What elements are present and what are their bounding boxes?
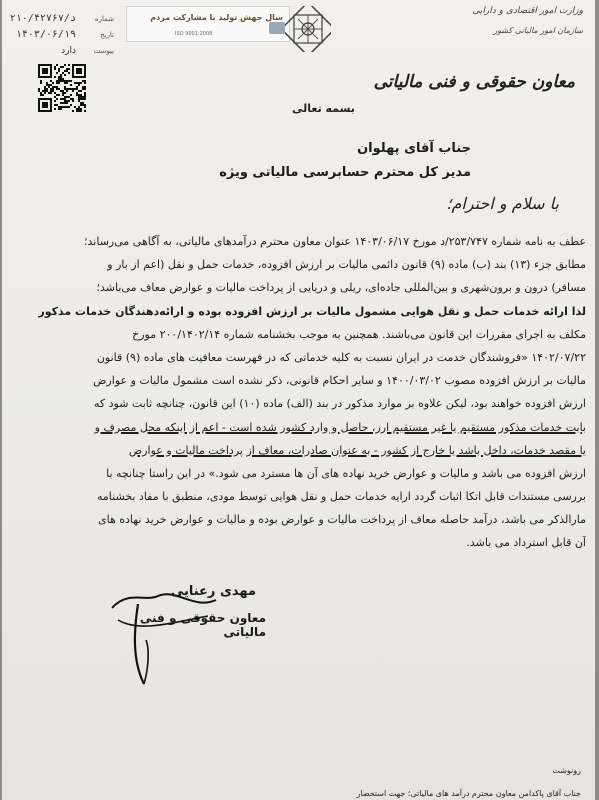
- body-line: بررسی مستندات قابل اتکا اثبات گردد ارایه خدمات حمل و نقل هوایی توسط مودی، منطبق با مفاد بخشنامه: [97, 490, 586, 504]
- cc-recipient: جناب آقای پاکدامن معاون محترم درآمد های مالیاتی؛ جهت استحضار: [356, 789, 581, 798]
- letter-number: ۲۱۰/۴۲۷۶۷/د: [9, 13, 76, 24]
- body-line: ارزش افزوده می باشد و مالیات و عوارض خرید نهاده های آن ها مسترد می شود.» در این راستا چنانچه با: [106, 466, 586, 480]
- signatory-name: مهدی رعنایی: [170, 584, 256, 599]
- organization-name: سازمان امور مالیاتی کشور: [493, 26, 583, 35]
- greeting: با سلام و احترام؛: [446, 194, 559, 213]
- body-line: آن قابل استرداد می باشد.: [466, 536, 586, 550]
- body-line: مکلف به اجرای مقررات این قانون می‌باشند. همچنین به موجب بخشنامه شماره ۲۰۰/۱۴۰۲/۱۴ مورخ: [132, 327, 586, 341]
- body-line: ۱۴۰۲/۰۷/۲۲ «فروشندگان خدمت در ایران نسبت به کلیه خدماتی که در فهرست معافیت های ماده (۹) قانون: [96, 350, 586, 364]
- deputy-heading: معاون حقوقی و فنی مالیاتی: [373, 72, 575, 92]
- government-emblem-icon: [285, 6, 331, 52]
- addressee-title: مدیر کل محترم حسابرسی مالیاتی ویژه: [219, 165, 471, 180]
- signature-block: [116, 584, 266, 639]
- body-line: مسافر) درون و برون‌شهری و بین‌المللی جاده‌ای، ریلی و دریایی از پرداخت مالیات و عوارض معاف می‌باشد؛: [96, 281, 586, 295]
- body-line: مالیات بر ارزش افزوده مصوب ۱۴۰۰/۰۳/۰۲ و سایر احکام قانونی، ذکر نشده است مشمول مالیات و عوارض: [93, 374, 586, 388]
- cc-label: رونوشت: [552, 766, 581, 775]
- body-line: یا مقصد خدمات، داخل باشد یا خارج از کشور - به عنوان صادرات، معاف از پرداخت مالیات و عوارض: [128, 443, 586, 457]
- body-line: مارالذکر می باشد، درآمد حاصله معاف از پرداخت مالیات و عوارض بوده و مالیات و عوارض خرید نهاده های: [98, 513, 586, 527]
- body-line: لذا ارائه خدمات حمل و نقل هوایی مشمول مالیات بر ارزش افزوده بوده و ارائه‌دهندگان خدمات مذکور: [38, 304, 586, 318]
- signatory-title: معاون حقوقی و فنی مالیاتی: [139, 611, 266, 639]
- year-slogan: سال جهش تولید با مشارکت مردم: [150, 13, 283, 22]
- letter-date: ۱۴۰۳/۰۶/۱۹: [15, 29, 76, 40]
- body-line: بابت خدمات مذکور مستقیم یا غیر مستقیم ارز، حاصل و وارد کشور شده است - اعم از اینکه محل مصرف و: [94, 420, 586, 434]
- ministry-header: [463, 6, 583, 35]
- letter-meta: [8, 4, 128, 54]
- carbon-copy: [356, 766, 581, 798]
- qr-code-icon: [38, 64, 86, 112]
- addressee-name: جناب آقای پهلوان: [357, 141, 471, 156]
- attachment-value: دارد: [61, 46, 76, 56]
- number-label: شماره: [94, 15, 114, 23]
- date-label: تاریخ: [100, 31, 114, 39]
- slogan-banner: [126, 6, 290, 42]
- body-line: عطف به نامه شماره ۲۵۳/۷۴۷/د مورخ ۱۴۰۳/۰۶/۱۷ عنوان معاون محترم درآمدهای مالیاتی، به آگاهی می‌رساند؛: [84, 235, 586, 248]
- attachment-label: پیوست: [93, 47, 114, 55]
- body-line: ارزش افزوده خواهند بود، لیکن علاوه بر موارد مذکور در بند (الف) ماده (۱۰) این قانون، چنانچه ثابت شود که: [94, 397, 586, 411]
- body-line: مطابق جزء (۱۳) بند (ب) ماده (۹) قانون دائمی مالیات بر ارزش افزوده، خدمات حمل و نقل (اعم از بار و: [107, 258, 586, 272]
- letter-body: [32, 230, 586, 555]
- emblem-mark-icon: [269, 22, 285, 34]
- letter-page: [2, 0, 595, 800]
- iso-certification: ISO 9001:2008: [175, 31, 213, 37]
- ministry-name: وزارت امور اقتصادی و دارایی: [472, 6, 583, 16]
- basmala: بسمه تعالی: [292, 102, 355, 115]
